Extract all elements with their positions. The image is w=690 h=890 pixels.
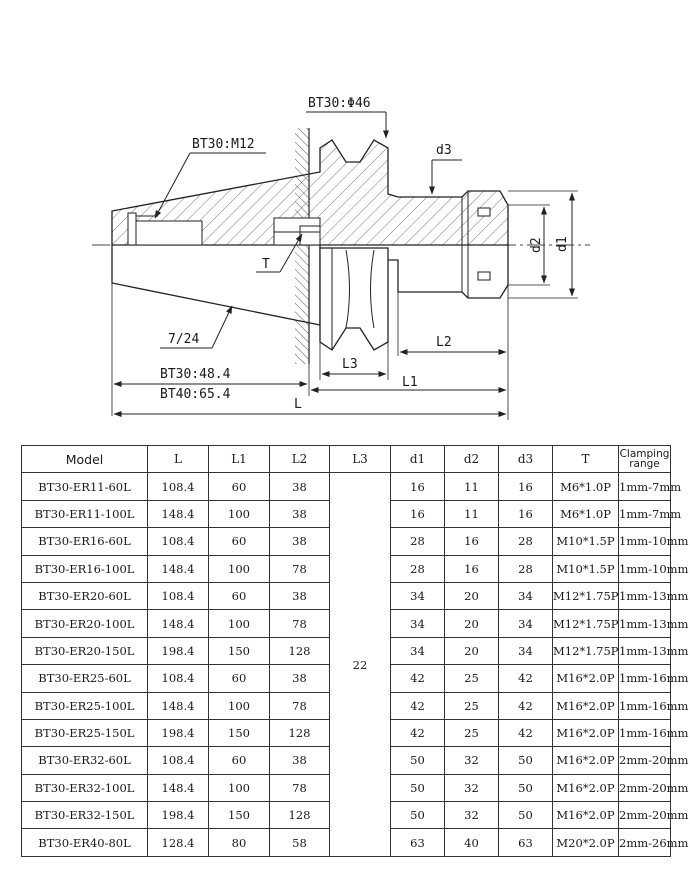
cell-l: 108.4 xyxy=(148,528,209,555)
col-header-model: Model xyxy=(22,446,148,473)
cell-t: M10*1.5P xyxy=(553,555,619,582)
cell-l: 128.4 xyxy=(148,829,209,856)
l2-dimension xyxy=(398,285,508,356)
l1-label: L1 xyxy=(402,375,418,390)
d1-label: d1 xyxy=(555,236,570,252)
t-label: T xyxy=(262,257,270,272)
clamping-header-line1: Clamping xyxy=(619,448,670,461)
cell-clamp: 1mm-16mm xyxy=(619,665,671,692)
cell-model: BT30-ER40-80L xyxy=(22,829,148,856)
cell-t: M12*1.75P xyxy=(553,637,619,664)
cell-d2: 16 xyxy=(445,555,499,582)
table-row xyxy=(22,473,671,500)
bt30-m12-label: BT30:M12 xyxy=(192,137,255,152)
cell-l: 198.4 xyxy=(148,719,209,746)
cell-model: BT30-ER11-60L xyxy=(22,473,148,500)
cell-l2: 38 xyxy=(270,528,330,555)
cell-clamp: 1mm-13mm xyxy=(619,610,671,637)
cell-t: M16*2.0P xyxy=(553,774,619,801)
cell-clamp: 1mm-10mm xyxy=(619,528,671,555)
cell-l2: 128 xyxy=(270,637,330,664)
cell-t: M16*2.0P xyxy=(553,719,619,746)
spindle-wall xyxy=(295,128,309,364)
cell-l1: 60 xyxy=(209,582,270,609)
cell-d2: 25 xyxy=(445,719,499,746)
cell-d1: 42 xyxy=(391,665,445,692)
cell-d3: 28 xyxy=(499,528,553,555)
cell-d3: 42 xyxy=(499,719,553,746)
cell-model: BT30-ER16-100L xyxy=(22,555,148,582)
l2-label: L2 xyxy=(436,335,452,350)
cell-d1: 34 xyxy=(391,637,445,664)
cell-clamp: 1mm-13mm xyxy=(619,582,671,609)
cell-l: 198.4 xyxy=(148,802,209,829)
cell-clamp: 1mm-7mm xyxy=(619,473,671,500)
cell-model: BT30-ER32-60L xyxy=(22,747,148,774)
col-header-d3: d3 xyxy=(499,446,553,473)
cell-clamp: 1mm-7mm xyxy=(619,500,671,527)
cell-model: BT30-ER25-150L xyxy=(22,719,148,746)
cell-model: BT30-ER20-60L xyxy=(22,582,148,609)
cell-model: BT30-ER25-60L xyxy=(22,665,148,692)
col-header-d1: d1 xyxy=(391,446,445,473)
cell-l: 148.4 xyxy=(148,774,209,801)
cell-d1: 16 xyxy=(391,473,445,500)
col-header-l: L xyxy=(148,446,209,473)
cell-d3: 50 xyxy=(499,747,553,774)
d3-label: d3 xyxy=(436,143,452,158)
cell-l: 148.4 xyxy=(148,500,209,527)
cell-d1: 50 xyxy=(391,747,445,774)
cell-l1: 100 xyxy=(209,500,270,527)
cell-l2: 78 xyxy=(270,692,330,719)
cell-d1: 16 xyxy=(391,500,445,527)
cell-model: BT30-ER25-100L xyxy=(22,692,148,719)
cell-d1: 28 xyxy=(391,555,445,582)
cell-l: 148.4 xyxy=(148,555,209,582)
cell-t: M16*2.0P xyxy=(553,802,619,829)
cell-d3: 42 xyxy=(499,665,553,692)
cell-l1: 150 xyxy=(209,802,270,829)
cell-t: M6*1.0P xyxy=(553,473,619,500)
taper-callout xyxy=(160,306,232,348)
cell-d2: 11 xyxy=(445,500,499,527)
cell-d3: 34 xyxy=(499,610,553,637)
cell-d1: 63 xyxy=(391,829,445,856)
cell-t: M16*2.0P xyxy=(553,747,619,774)
table-header-row xyxy=(22,446,671,473)
cell-d1: 50 xyxy=(391,774,445,801)
cell-d2: 25 xyxy=(445,665,499,692)
cell-model: BT30-ER20-100L xyxy=(22,610,148,637)
cell-d2: 40 xyxy=(445,829,499,856)
cell-d3: 42 xyxy=(499,692,553,719)
cell-l: 108.4 xyxy=(148,665,209,692)
cell-d2: 20 xyxy=(445,582,499,609)
taper-label: 7/24 xyxy=(168,332,200,347)
cell-l2: 128 xyxy=(270,802,330,829)
cell-l1: 100 xyxy=(209,610,270,637)
cell-l2: 38 xyxy=(270,473,330,500)
cell-clamp: 2mm-20mm xyxy=(619,802,671,829)
cell-model: BT30-ER16-60L xyxy=(22,528,148,555)
phi46-callout xyxy=(306,96,386,138)
cell-t: M10*1.5P xyxy=(553,528,619,555)
cell-model: BT30-ER20-150L xyxy=(22,637,148,664)
cell-l: 198.4 xyxy=(148,637,209,664)
cell-l: 108.4 xyxy=(148,747,209,774)
cell-model: BT30-ER11-100L xyxy=(22,500,148,527)
cell-t: M16*2.0P xyxy=(553,692,619,719)
cell-clamp: 1mm-13mm xyxy=(619,637,671,664)
d3-callout xyxy=(432,143,462,194)
cell-d2: 16 xyxy=(445,528,499,555)
d2-label: d2 xyxy=(529,237,544,253)
cell-clamp: 2mm-20mm xyxy=(619,747,671,774)
cell-d1: 42 xyxy=(391,692,445,719)
cell-l: 148.4 xyxy=(148,692,209,719)
col-header-l1: L1 xyxy=(209,446,270,473)
technical-drawing xyxy=(0,0,690,440)
l1-dimension xyxy=(311,356,508,396)
cell-d2: 32 xyxy=(445,774,499,801)
flange-lower xyxy=(320,248,388,350)
cell-l1: 60 xyxy=(209,528,270,555)
cell-d2: 32 xyxy=(445,747,499,774)
col-header-l2: L2 xyxy=(270,446,330,473)
cell-d1: 42 xyxy=(391,719,445,746)
cell-l2: 78 xyxy=(270,555,330,582)
cell-d3: 63 xyxy=(499,829,553,856)
l-label: L xyxy=(294,397,302,412)
cell-l1: 80 xyxy=(209,829,270,856)
cell-l2: 38 xyxy=(270,665,330,692)
cell-clamp: 1mm-10mm xyxy=(619,555,671,582)
cell-l2: 78 xyxy=(270,774,330,801)
cell-t: M20*2.0P xyxy=(553,829,619,856)
cell-d1: 34 xyxy=(391,610,445,637)
cell-l1: 150 xyxy=(209,719,270,746)
cell-clamp: 2mm-26mm xyxy=(619,829,671,856)
cell-d2: 11 xyxy=(445,473,499,500)
cell-t: M12*1.75P xyxy=(553,582,619,609)
cell-d1: 28 xyxy=(391,528,445,555)
col-header-l3: L3 xyxy=(330,446,391,473)
cell-d1: 50 xyxy=(391,802,445,829)
cell-l: 108.4 xyxy=(148,473,209,500)
cell-d3: 28 xyxy=(499,555,553,582)
cell-d3: 34 xyxy=(499,582,553,609)
bt30-phi46-label: BT30:Φ46 xyxy=(308,96,371,111)
table-body xyxy=(22,473,689,856)
cell-l1: 100 xyxy=(209,774,270,801)
col-header-t: T xyxy=(553,446,619,473)
cell-l1: 100 xyxy=(209,555,270,582)
cell-l: 108.4 xyxy=(148,582,209,609)
cell-l1: 100 xyxy=(209,692,270,719)
col-header-clamping-range xyxy=(619,446,671,473)
cell-model: BT30-ER32-100L xyxy=(22,774,148,801)
cell-l: 148.4 xyxy=(148,610,209,637)
cell-model: BT30-ER32-150L xyxy=(22,802,148,829)
cell-l2: 38 xyxy=(270,747,330,774)
cell-d1: 34 xyxy=(391,582,445,609)
l3-label: L3 xyxy=(342,357,358,372)
cell-l1: 60 xyxy=(209,473,270,500)
cell-l3-merged: 22 xyxy=(330,473,391,856)
cell-t: M16*2.0P xyxy=(553,665,619,692)
cell-l2: 58 xyxy=(270,829,330,856)
cell-clamp: 1mm-16mm xyxy=(619,719,671,746)
cell-clamp: 1mm-16mm xyxy=(619,692,671,719)
cell-l1: 60 xyxy=(209,665,270,692)
cell-t: M12*1.75P xyxy=(553,610,619,637)
cell-d2: 20 xyxy=(445,610,499,637)
cell-t: M6*1.0P xyxy=(553,500,619,527)
cell-d2: 20 xyxy=(445,637,499,664)
cell-d3: 50 xyxy=(499,774,553,801)
cell-l1: 60 xyxy=(209,747,270,774)
cell-d2: 32 xyxy=(445,802,499,829)
cell-d3: 34 xyxy=(499,637,553,664)
cell-l2: 128 xyxy=(270,719,330,746)
cell-l2: 38 xyxy=(270,582,330,609)
cell-l2: 38 xyxy=(270,500,330,527)
cell-d2: 25 xyxy=(445,692,499,719)
bt40-length-label: BT40:65.4 xyxy=(160,387,231,402)
cell-d3: 16 xyxy=(499,473,553,500)
bt30-length-label: BT30:48.4 xyxy=(160,367,231,382)
cell-clamp: 2mm-20mm xyxy=(619,774,671,801)
spec-table xyxy=(21,445,689,857)
cell-d3: 16 xyxy=(499,500,553,527)
cell-d3: 50 xyxy=(499,802,553,829)
cell-l2: 78 xyxy=(270,610,330,637)
clamping-header-line2: range xyxy=(629,458,660,471)
col-header-d2: d2 xyxy=(445,446,499,473)
cell-l1: 150 xyxy=(209,637,270,664)
